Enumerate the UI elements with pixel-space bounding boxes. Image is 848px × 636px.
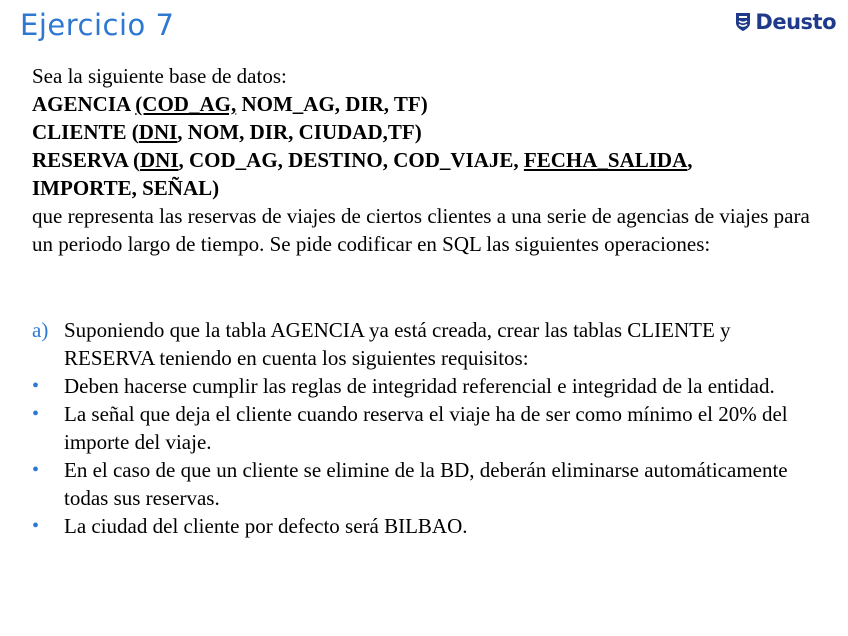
- table-columns: ,: [687, 148, 693, 172]
- list-item: [32, 372, 822, 400]
- list-item-text: Suponiendo que la tabla AGENCIA ya está creada, crear las tablas CLIENTE y RESERVA teniendo en cuenta los siguientes requisitos:: [64, 318, 731, 370]
- primary-key: DNI: [138, 120, 178, 144]
- table-reserva: [32, 146, 822, 174]
- bullet-icon: •: [32, 515, 40, 537]
- description-text: que representa las reservas de viajes de ciertos clientes a una serie de agencias de viajes para un periodo largo de tiempo. Se pide codificar en SQL las siguientes operaciones:: [32, 204, 810, 256]
- bullet-icon: •: [32, 403, 40, 425]
- primary-key: DNI: [140, 148, 179, 172]
- table-name: AGENCIA: [32, 92, 136, 116]
- exercise-statement: [32, 62, 822, 258]
- list-item: [32, 512, 822, 540]
- list-item: [32, 316, 822, 372]
- list-item-text: La señal que deja el cliente cuando reserva el viaje ha de ser como mínimo el 20% del importe del viaje.: [64, 402, 788, 454]
- primary-key: (COD_AG,: [135, 92, 237, 116]
- table-reserva-cont: IMPORTE, SEÑAL): [32, 176, 220, 200]
- bullet-icon: •: [32, 459, 40, 481]
- intro-text: Sea la siguiente base de datos:: [32, 64, 287, 88]
- table-columns: , NOM, DIR, CIUDAD,TF): [177, 120, 422, 144]
- list-item: [32, 400, 822, 456]
- deusto-logo: [735, 10, 836, 34]
- list-item-text: En el caso de que un cliente se elimine de la BD, deberán eliminarse automáticamente todas sus reservas.: [64, 458, 788, 510]
- requirements-list: [32, 316, 822, 540]
- table-cliente: [32, 118, 822, 146]
- table-name: RESERVA (: [32, 148, 140, 172]
- table-columns: NOM_AG, DIR, TF): [236, 92, 428, 116]
- logo-text: Deusto: [755, 10, 836, 34]
- primary-key: FECHA_SALIDA: [523, 148, 688, 172]
- list-item-text: Deben hacerse cumplir las reglas de integridad referencial e integridad de la entidad.: [64, 374, 775, 398]
- list-marker: a): [32, 318, 49, 342]
- bullet-icon: •: [32, 375, 40, 397]
- deusto-shield-icon: [735, 12, 751, 32]
- list-item: [32, 456, 822, 512]
- slide-title: Ejercicio 7: [20, 8, 175, 42]
- table-name: CLIENTE (: [32, 120, 139, 144]
- table-columns: , COD_AG, DESTINO, COD_VIAJE,: [178, 148, 524, 172]
- table-agencia: [32, 90, 822, 118]
- list-item-text: La ciudad del cliente por defecto será BILBAO.: [64, 514, 468, 538]
